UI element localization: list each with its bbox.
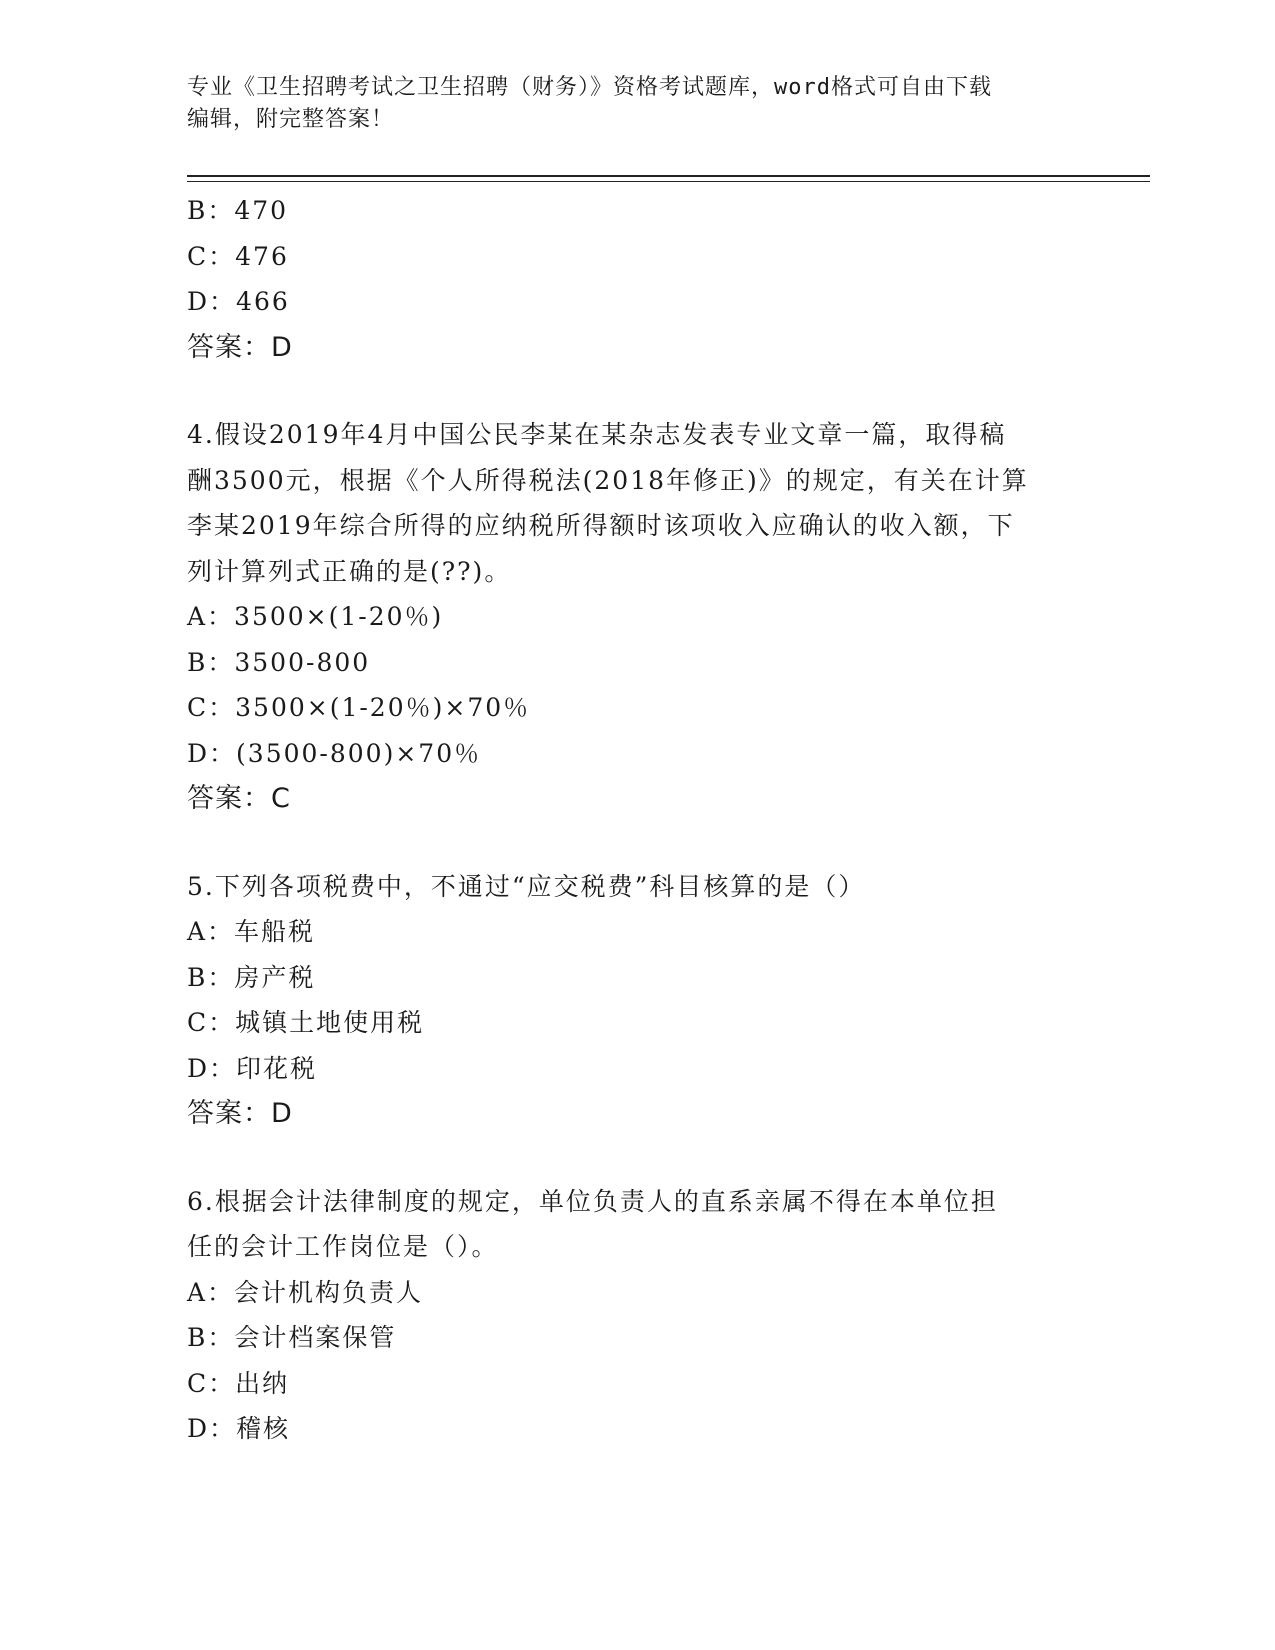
spacer	[187, 822, 1087, 864]
stem-line: 酬3500元，根据《个人所得税法(2018年修正)》的规定，有关在计算	[187, 465, 1029, 495]
question-stem	[187, 1179, 1087, 1270]
option-b: B：会计档案保管	[187, 1323, 397, 1352]
spacer	[187, 1137, 1087, 1179]
stem-line: 列计算列式正确的是(??)。	[187, 556, 512, 586]
stem-line: 任的会计工作岗位是（）。	[187, 1232, 499, 1261]
question-5	[187, 864, 1087, 1137]
option-b: B：房产税	[187, 962, 316, 992]
option-a: A：会计机构负责人	[187, 1277, 424, 1307]
stem-line: 李某2019年综合所得的应纳税所得额时该项收入应确认的收入额，下	[187, 511, 1015, 540]
header-divider-thick	[187, 175, 1150, 177]
stem-line: 4.假设2019年4月中国公民李某在某杂志发表专业文章一篇，取得稿	[187, 420, 1007, 449]
option-d: D：466	[187, 287, 290, 316]
option-c: C：3500×(1-20％)×70％	[187, 693, 531, 722]
option-b: B：470	[187, 196, 289, 225]
spacer	[187, 370, 1087, 412]
answer-line: 答案：D	[187, 1098, 293, 1129]
option-b: B：3500-800	[187, 647, 371, 677]
option-d: D：(3500-800)×70％	[187, 738, 482, 768]
answer-line: 答案：D	[187, 331, 293, 363]
option-c: C：出纳	[187, 1368, 290, 1398]
header-line-2: 编辑，附完整答案！	[187, 107, 395, 132]
question-4	[187, 412, 1087, 822]
option-c: C：城镇土地使用税	[187, 1008, 425, 1037]
answer-line: 答案：C	[187, 783, 291, 814]
document-body	[187, 188, 1087, 1452]
question-stem	[187, 864, 1087, 910]
header-divider-thin	[187, 181, 1150, 182]
stem-line: 5.下列各项税费中，不通过“应交税费”科目核算的是（）	[187, 871, 866, 901]
question-6	[187, 1179, 1087, 1452]
option-a: A：3500×(1-20％)	[187, 602, 444, 631]
stem-line: 6.根据会计法律制度的规定，单位负责人的直系亲属不得在本单位担	[187, 1186, 998, 1216]
document-header	[187, 72, 1087, 136]
header-line-1: 专业《卫生招聘考试之卫生招聘（财务）》资格考试题库，word格式可自由下载	[187, 75, 992, 100]
question-stem	[187, 412, 1087, 594]
option-d: D：印花税	[187, 1053, 318, 1083]
question-3-fragment	[187, 188, 1087, 370]
option-c: C：476	[187, 241, 289, 271]
option-a: A：车船税	[187, 917, 316, 946]
option-d: D：稽核	[187, 1414, 291, 1443]
